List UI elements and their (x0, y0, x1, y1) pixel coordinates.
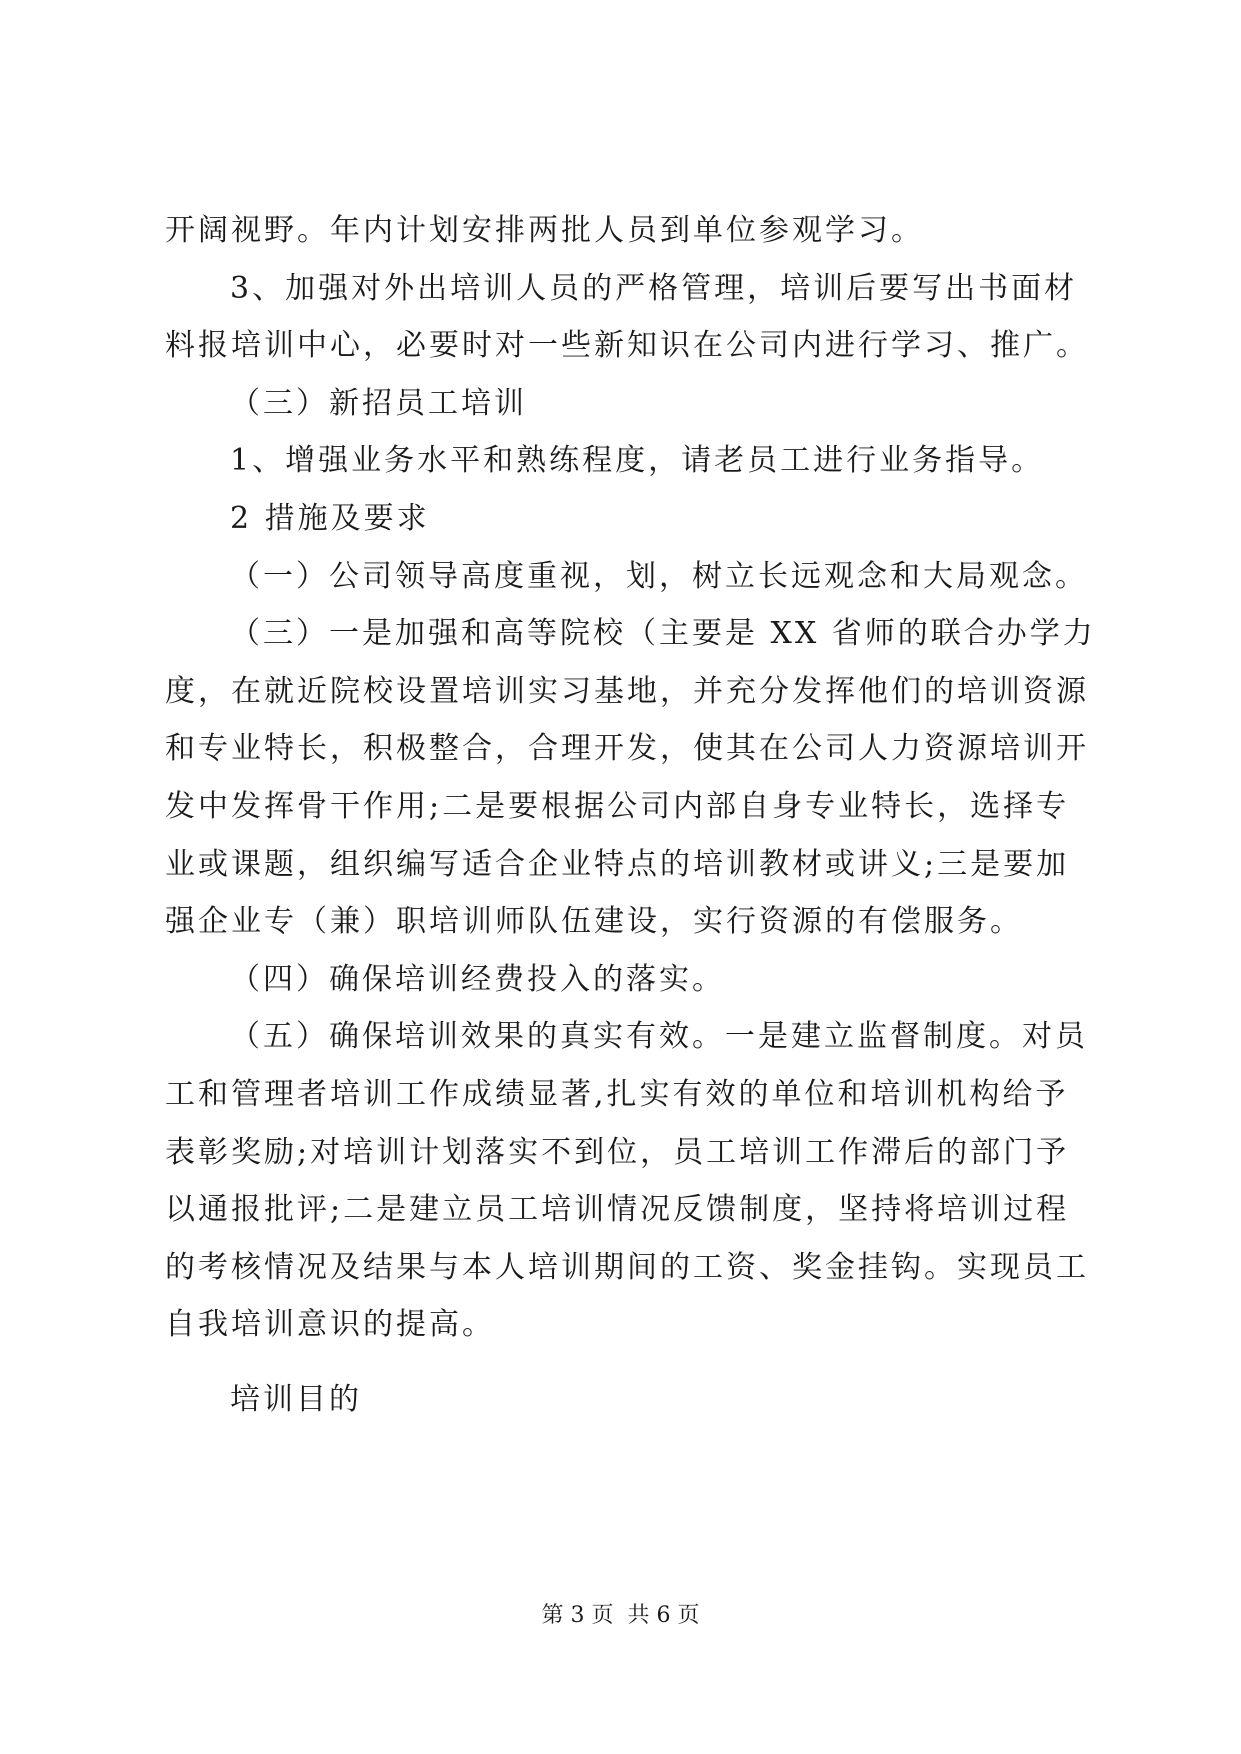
paragraph-line: 工和管理者培训工作成绩显著,扎实有效的单位和培训机构给予 (165, 1077, 1069, 1112)
paragraph-line: 1、增强业务水平和熟练程度，请老员工进行业务指导。 (230, 443, 1045, 478)
paragraph-line: 料报培训中心，必要时对一些新知识在公司内进行学习、推广。 (165, 328, 1089, 363)
paragraph-line: 强企业专（兼）职培训师队伍建设，实行资源的有偿服务。 (165, 904, 1023, 939)
paragraph-line: （五）确保培训效果的真实有效。一是建立监督制度。对员 (230, 1019, 1088, 1054)
paragraph-line: 以通报批评;二是建立员工培训情况反馈制度，坚持将培训过程 (165, 1192, 1070, 1227)
paragraph-line: 发中发挥骨干作用;二是要根据公司内部自身专业特长，选择专 (165, 789, 1070, 824)
page-footer: 第 3 页 共 6 页 (541, 1603, 700, 1628)
paragraph-line: （四）确保培训经费投入的落实。 (230, 962, 725, 997)
paragraph-line: 和专业特长，积极整合，合理开发，使其在公司人力资源培训开 (165, 731, 1089, 766)
paragraph-line: 表彰奖励;对培训计划落实不到位，员工培训工作滞后的部门予 (165, 1135, 1070, 1170)
paragraph-line: （三）一是加强和高等院校（主要是 XX 省师的联合办学力 (230, 616, 1096, 651)
paragraph-line: 3、加强对外出培训人员的严格管理，培训后要写出书面材 (230, 271, 1078, 306)
paragraph-line: 自我培训意识的提高。 (165, 1307, 495, 1342)
paragraph-line: 的考核情况及结果与本人培训期间的工资、奖金挂钩。实现员工 (165, 1250, 1089, 1285)
paragraph-line: 度，在就近院校设置培训实习基地，并充分发挥他们的培训资源 (165, 674, 1089, 709)
section-heading: 2 措施及要求 (230, 501, 430, 536)
paragraph-line: 开阔视野。年内计划安排两批人员到单位参观学习。 (165, 213, 924, 248)
paragraph-line: （一）公司领导高度重视，划，树立长远观念和大局观念。 (230, 559, 1088, 594)
paragraph-line: 业或课题，组织编写适合企业特点的培训教材或讲义;三是要加 (165, 847, 1070, 882)
section-heading: （三）新招员工培训 (230, 386, 527, 421)
section-heading: 培训目的 (230, 1382, 362, 1417)
